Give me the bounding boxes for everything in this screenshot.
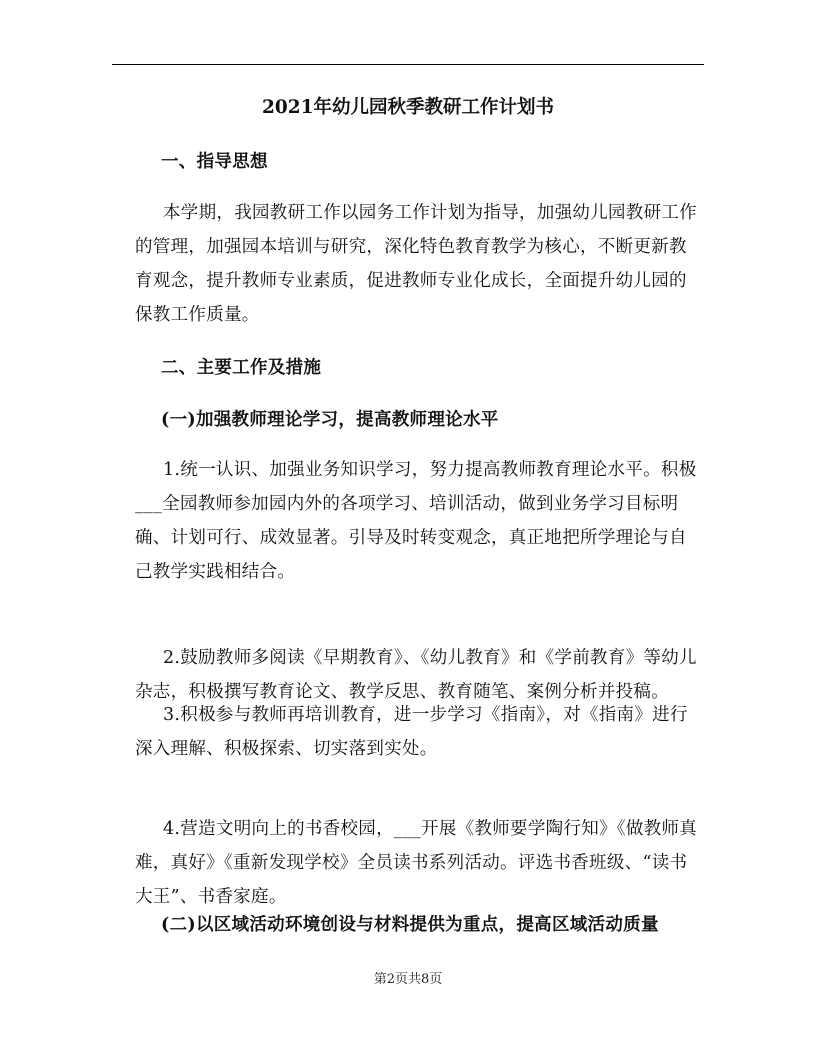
- list-item-3: 3.积极参与教师再培训教育，进一步学习《指南》，对《指南》进行深入理解、积极探索、切实落到实处。: [135, 705, 688, 759]
- section-heading-guiding-ideology: 一、指导思想: [161, 152, 268, 172]
- list-item-2: 2.鼓励教师多阅读《早期教育》、《幼儿教育》和《学前教育》等幼儿杂志，积极撰写教育论文、教学反思、教育随笔、案例分析并投稿。: [135, 648, 697, 702]
- subsection-heading-theory-study: (一)加强教师理论学习，提高教师理论水平: [161, 410, 499, 430]
- subsection-heading-area-activities: (二)以区域活动环境创设与材料提供为重点，提高区域活动质量: [161, 915, 659, 935]
- page-number: 第2页共8页: [373, 972, 443, 987]
- paragraph-guiding-ideology: 本学期，我园教研工作以园务工作计划为指导，加强幼儿园教研工作的管理，加强园本培训与研究，深化特色教育教学为核心，不断更新教育观念，提升教师专业素质，促进教师专业化成长，全面提升幼儿园的保教工作质量。: [135, 203, 697, 325]
- header-rule: [112, 64, 704, 65]
- list-item-1: 1.统一认识、加强业务知识学习，努力提高教师教育理论水平。积极___全园教师参加园内外的各项学习、培训活动，做到业务学习目标明确、计划可行、成效显著。引导及时转变观念，真正地把所学理论与自己教学实践相结合。: [135, 460, 697, 582]
- document-title: 2021年幼儿园秋季教研工作计划书: [262, 97, 554, 118]
- section-heading-main-work: 二、主要工作及措施: [161, 358, 322, 378]
- list-item-4: 4.营造文明向上的书香校园，___开展《教师要学陶行知》《做教师真难，真好》《重新发现学校》全员读书系列活动。评选书香班级、“读书大王”、书香家庭。: [135, 819, 698, 907]
